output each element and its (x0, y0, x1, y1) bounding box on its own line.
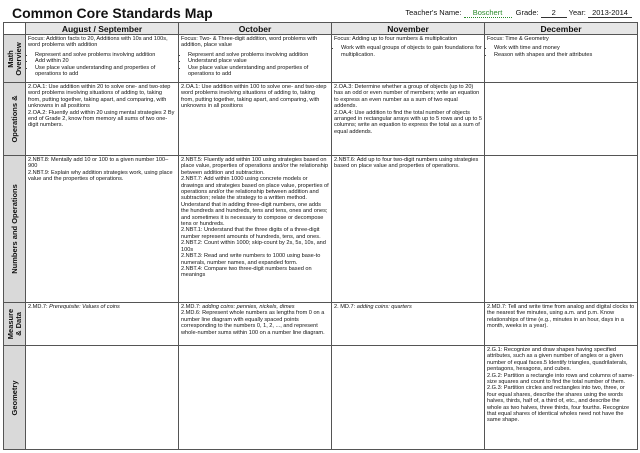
row-header-numbers-operations: Numbers and Operations (4, 156, 26, 303)
cell-geometry-nov (332, 346, 485, 450)
cell-geometry-aug (26, 346, 179, 450)
cell-overview-dec: Focus: Time & Geometry • Work with time and money • Reason with shapes and their attributes (485, 35, 638, 83)
teacher-name-field[interactable]: Boschert (464, 8, 512, 18)
grade-label: Grade: (515, 8, 539, 17)
cell-numbers-nov: 2.NBT.6: Add up to four two-digit numbers using strategies based on place value and properties of operations. (332, 156, 485, 303)
year-field[interactable]: 2013-2014 (588, 8, 632, 18)
row-geometry (4, 346, 638, 450)
column-header-october: October (179, 23, 332, 35)
cell-measure-dec: 2.MD.7: Tell and write time from analog and digital clocks to the nearest five minutes, using a.m. and p.m. Know relationships of time (e.g., minutes in an hour, days in a month, weeks in a year). (485, 303, 638, 346)
row-header-geometry: Geometry (4, 346, 26, 450)
row-header-measure-data: Measure & Data (4, 303, 26, 346)
cell-operations-dec (485, 83, 638, 156)
row-measure-data (4, 303, 638, 346)
column-header-november: November (332, 23, 485, 35)
teacher-label: Teacher's Name: (405, 8, 462, 17)
grade-field[interactable]: 2 (541, 8, 567, 18)
cell-numbers-dec (485, 156, 638, 303)
cell-geometry-dec: 2.G.1: Recognize and draw shapes having specified attributes, such as a given number of angles or a given number of equal faces.5 Identify triangles, quadrilaterals, pentagons, hexagons, and cubes. 2.G.2: Partition a rectangle into rows and columns of same-size squares and count to find the total number of them. 2.G.3: Partition circles and rectangles into two, three, or four equal shares, describe the shares using the words halves, thirds, half of, a third of, etc., and describe the whole as two halves, three thirds, four fourths. Recognize that equal shares of identical wholes need not have the same shape. (485, 346, 638, 450)
cell-measure-nov: 2. MD.7: adding coins: quarters (332, 303, 485, 346)
row-numbers-operations (4, 156, 638, 303)
table-corner (4, 23, 26, 35)
cell-measure-aug: 2.MD.7: Prerequisite: Values of coins (26, 303, 179, 346)
cell-operations-oct: 2.OA.1: Use addition within 100 to solve one- and two-step word problems involving situations of adding to, taking from, putting together, taking apart, and comparing, with unknowns in all positions (179, 83, 332, 156)
column-header-aug-sep: August / September (26, 23, 179, 35)
page-title: Common Core Standards Map (12, 5, 213, 21)
cell-operations-aug: 2.OA.1: Use addition within 20 to solve one- and two-step word problems involving situations of adding to, taking from, putting together, taking apart, and comparing, with unknowns in all positions 2.OA.2: Fluently add within 20 using mental strategies 2 By end of Grade 2, know from memory all sums of two one-digit numbers. (26, 83, 179, 156)
cell-numbers-oct: 2.NBT.5: Fluently add within 100 using strategies based on place value, properties of operations and/or the relationship between addition and subtraction. 2.NBT.7: Add within 1000 using concrete models or drawings and strategies based on place value, properties of operations and/or the relationship between addition and subtraction; relate the strategy to a written method. Understand that in adding three-digit numbers, one adds the hundreds and hundreds, tens and tens, ones and ones; and sometimes it is necessary to compose or decompose tens or hundreds. 2.NBT.1: Understand that the three digits of a three-digit number represent amounts of hundreds, tens, and ones. 2.NBT.2: Count within 1000; skip-count by 2s, 5s, 10s, and 100s 2.NBT.3: Read and write numbers to 1000 using base-to numerals, number names, and expanded form. 2.NBT.4: Compare two three-digit numbers based on meanings (179, 156, 332, 303)
cell-overview-oct: Focus: Two- & Three-digit addition, word problems with addition, place value • Represent and solve problems involving addition • Understand place value • Use place value understanding and properties of operations to add (179, 35, 332, 83)
row-math-overview (4, 35, 638, 83)
cell-overview-aug: Focus: Addition facts to 20, Additions with 10s and 100s, word problems with addition • Represent and solve problems involving addition • Add within 20 • Use place value understanding and properties of operations to add (26, 35, 179, 83)
row-operations (4, 83, 638, 156)
row-header-math-overview: Math Overview (4, 35, 26, 83)
header-meta (405, 8, 632, 18)
cell-overview-nov: Focus: Adding up to four numbers & multiplication • Work with equal groups of objects to gain foundations for multiplication. (332, 35, 485, 83)
cell-measure-oct: 2.MD.7: adding coins: pennies, nickels, dimes 2.MD.6: Represent whole numbers as lengths from 0 on a number line diagram with equally spaced points corresponding to the numbers 0, 1, 2, ..., and represent whole-number sums within 100 on a number line diagram. (179, 303, 332, 346)
cell-geometry-oct (179, 346, 332, 450)
cell-numbers-aug: 2.NBT.8: Mentally add 10 or 100 to a given number 100–900 2.NBT.9: Explain why addition strategies work, using place value and the properties of operations. (26, 156, 179, 303)
cell-operations-nov: 2.OA.3: Determine whether a group of objects (up to 20) has an odd or even number of members; write an equation to express an even number as a sum of two equal addends. 2.OA.4: Use addition to find the total number of objects arranged in rectangular arrays with up to 5 rows and up to 5 columns; write an equation to express the total as a sum of equal addends. (332, 83, 485, 156)
standards-table (3, 22, 638, 450)
row-header-operations: Operations & (4, 83, 26, 156)
year-label: Year: (568, 8, 586, 17)
column-header-december: December (485, 23, 638, 35)
